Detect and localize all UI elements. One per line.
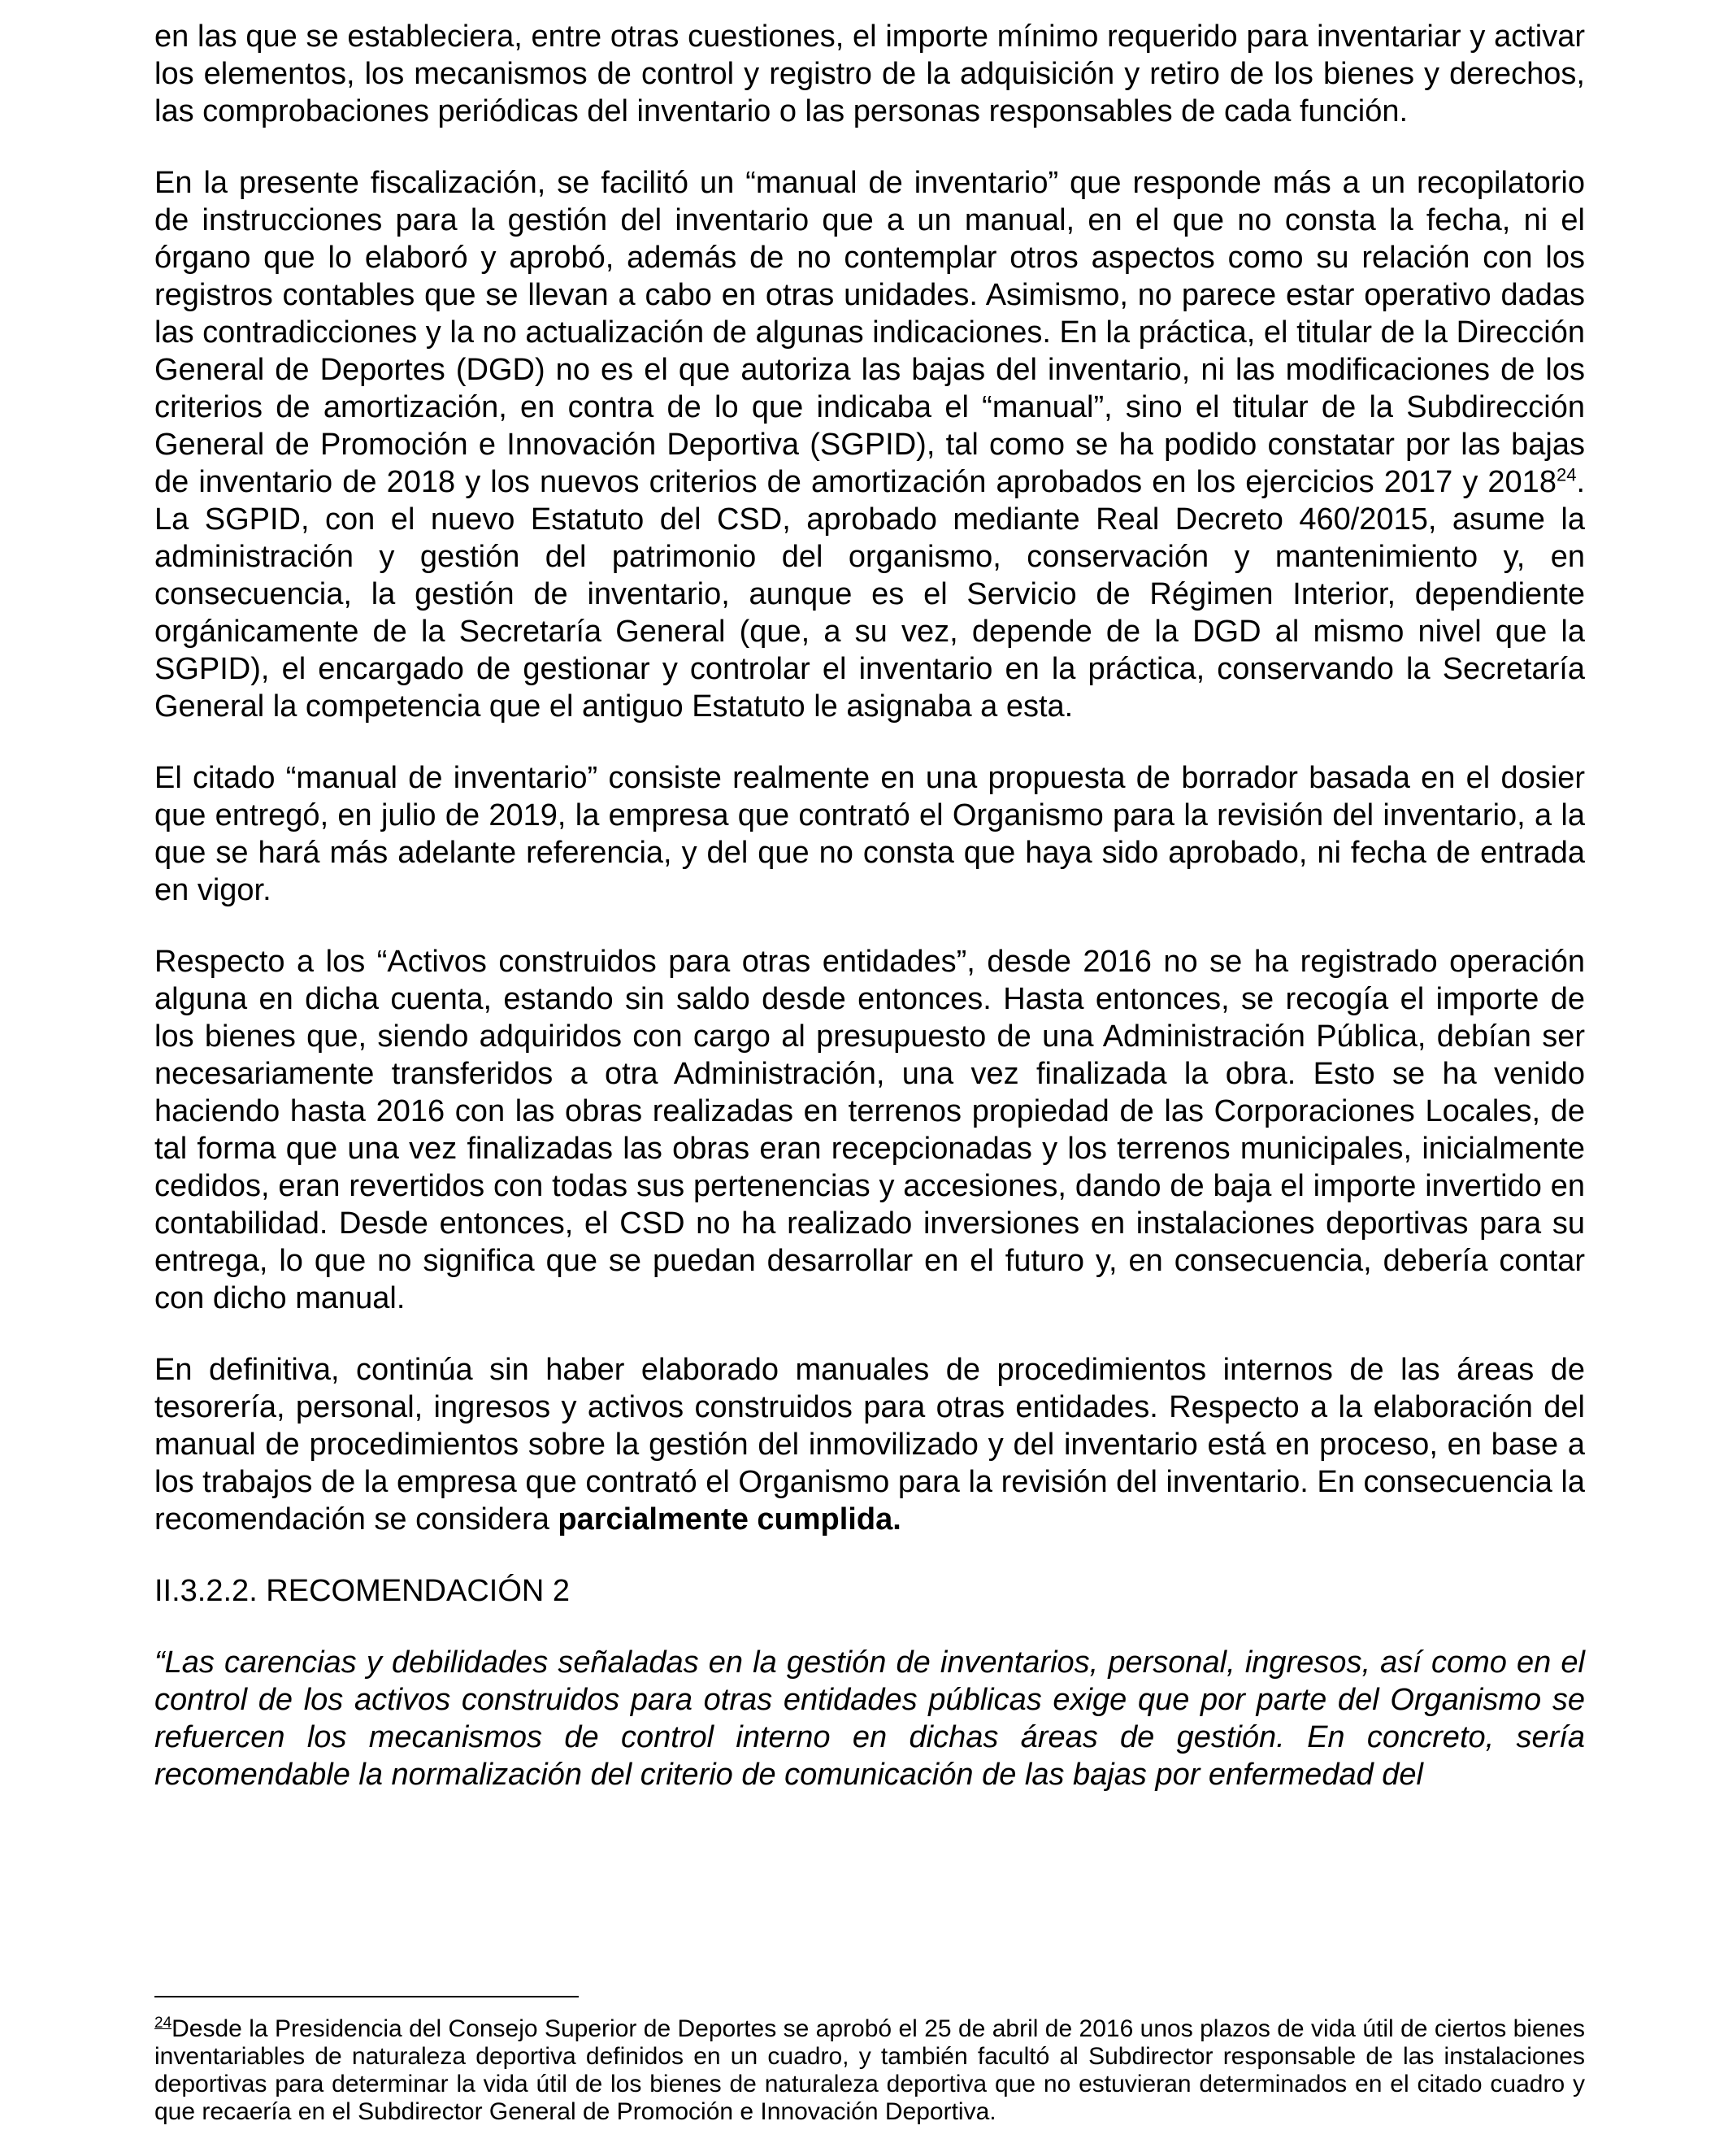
paragraph-4 bbox=[154, 943, 1585, 1317]
paragraph-2-text-before-ref: En la presente fiscalización, se facilitó un “manual de inventario” que responde más a un recopilatorio de instrucciones para la gestión del inventario que a un manual, en el que no consta la fecha, ni el órgano que lo elaboró y aprobó, además de no contemplar otros aspectos como su relación con los registros contables que se llevan a cabo en otras unidades. Asimismo, no parece estar operativo dadas las contradicciones y la no actualización de algunas indicaciones. En la práctica, el titular de la Dirección General de Deportes (DGD) no es el que autoriza las bajas del inventario, ni las modificaciones de los criterios de amortización, en contra de lo que indicaba el “manual”, sino el titular de la Subdirección General de Promoción e Innovación Deportiva (SGPID), tal como se ha podido constatar por las bajas de inventario de 2018 y los nuevos criterios de amortización aprobados en los ejercicios 2017 y 2018 bbox=[154, 166, 1585, 499]
footnotes-area bbox=[154, 1996, 1585, 2126]
paragraph-2 bbox=[154, 164, 1585, 725]
paragraph-4-text: Respecto a los “Activos construidos para otras entidades”, desde 2016 no se ha registrado operación alguna en dicha cuenta, estando sin saldo desde entonces. Hasta entonces, se recogía el importe de los bienes que, siendo adquiridos con cargo al presupuesto de una Administración Pública, debían ser necesariamente transferidos a otra Administración, una vez finalizada la obra. Esto se ha venido haciendo hasta 2016 con las obras realizadas en terrenos propiedad de las Corporaciones Locales, de tal forma que una vez finalizadas las obras eran recepcionadas y los terrenos municipales, inicialmente cedidos, eran revertidos con todas sus pertenencias y accesiones, dando de baja el importe invertido en contabilidad. Desde entonces, el CSD no ha realizado inversiones en instalaciones deportivas para su entrega, lo que no significa que se puedan desarrollar en el futuro y, en consecuencia, debería contar con dicho manual. bbox=[154, 945, 1585, 1315]
section-heading: II.3.2.2. RECOMENDACIÓN 2 bbox=[154, 1574, 571, 1608]
document-page bbox=[154, 18, 1585, 1828]
paragraph-5-text: En definitiva, continúa sin haber elaborado manuales de procedimientos internos de las áreas de tesorería, personal, ingresos y activos construidos para otras entidades. Respecto a la elaboración del manual de procedimientos sobre la gestión del inmovilizado y del inventario está en proceso, en base a los trabajos de la empresa que contrató el Organismo para la revisión del inventario. En consecuencia la recomendación se considera bbox=[154, 1353, 1585, 1537]
paragraph-1-text: en las que se estableciera, entre otras cuestiones, el importe mínimo requerido para inventariar y activar los elementos, los mecanismos de control y registro de la adquisición y retiro de los bienes y derechos, las comprobaciones periódicas del inventario o las personas responsables de cada función. bbox=[154, 20, 1585, 128]
footnote-separator bbox=[154, 1996, 579, 1997]
recommendation-quote bbox=[154, 1644, 1585, 1793]
recommendation-quote-text: “Las carencias y debilidades señaladas en la gestión de inventarios, personal, ingresos, así como en el control de los activos construidos para otras entidades públicas exige que por parte del Organismo se refuercen los mecanismos de control interno en dichas áreas de gestión. En concreto, sería recomendable la normalización del criterio de comunicación de las bajas por enfermedad del bbox=[154, 1645, 1585, 1792]
paragraph-3-text: El citado “manual de inventario” consiste realmente en una propuesta de borrador basada en el dosier que entregó, en julio de 2019, la empresa que contrató el Organismo para la revisión del inventario, a la que se hará más adelante referencia, y del que no consta que haya sido aprobado, ni fecha de entrada en vigor. bbox=[154, 761, 1585, 907]
footnote-24 bbox=[154, 2015, 1585, 2126]
footnote-reference-24[interactable]: 24 bbox=[1556, 464, 1577, 485]
paragraph-1 bbox=[154, 18, 1585, 130]
paragraph-3 bbox=[154, 759, 1585, 909]
footnote-number: 24 bbox=[154, 2015, 172, 2032]
paragraph-5-conclusion-bold: parcialmente cumplida. bbox=[558, 1502, 901, 1537]
paragraph-2-text-after-ref: . La SGPID, con el nuevo Estatuto del CSD, aprobado mediante Real Decreto 460/2015, asume la administración y gestión del patrimonio del organismo, conservación y mantenimiento y, en consecuencia, la gestión de inventario, aunque es el Servicio de Régimen Interior, dependiente orgánicamente de la Secretaría General (que, a su vez, depende de la DGD al mismo nivel que la SGPID), el encargado de gestionar y controlar el inventario en la práctica, conservando la Secretaría General la competencia que el antiguo Estatuto le asignaba a esta. bbox=[154, 465, 1585, 724]
paragraph-5 bbox=[154, 1351, 1585, 1538]
footnote-text: Desde la Presidencia del Consejo Superior de Deportes se aprobó el 25 de abril de 2016 unos plazos de vida útil de ciertos bienes inventariables de naturaleza deportiva definidos en un cuadro, y también facultó al Subdirector responsable de las instalaciones deportivas para determinar la vida útil de los bienes de naturaleza deportiva que no estuvieran determinados en el citado cuadro y que recaería en el Subdirector General de Promoción e Innovación Deportiva. bbox=[154, 2015, 1585, 2125]
